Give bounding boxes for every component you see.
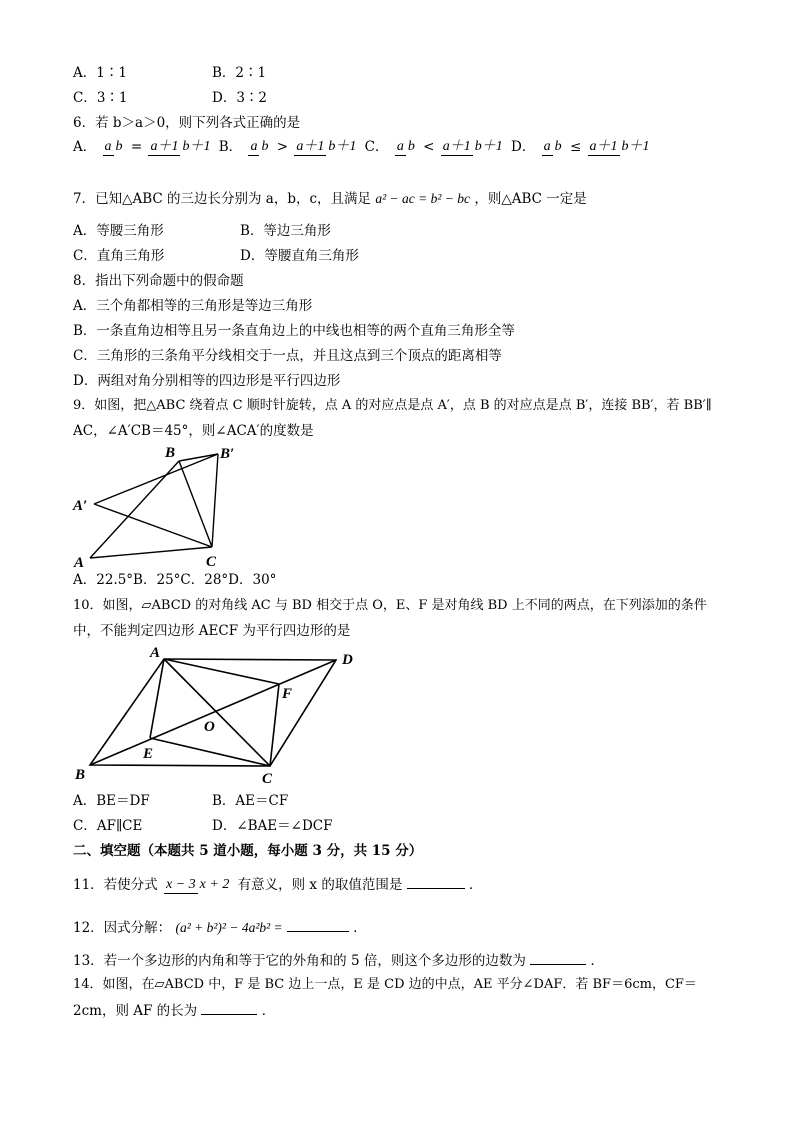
q10-label-A: A	[150, 645, 161, 661]
q9-seg-A1C	[94, 504, 212, 547]
q10-label-C: C	[262, 771, 273, 787]
q7-option-c: C．直角三角形	[73, 248, 165, 264]
q9-label-B: B	[165, 445, 176, 461]
q9-options: A．22.5°B．25°C．28°D．30°	[73, 572, 277, 588]
q11-answer-blank[interactable]	[407, 874, 465, 889]
q6-op-a: =	[130, 139, 143, 155]
q6-frac-a-rhs: a＋1 b＋1	[150, 139, 211, 154]
q6-op-d: ≤	[569, 139, 582, 155]
q10-label-D: D	[342, 652, 353, 668]
q9-label-B1: B′	[220, 446, 235, 462]
q8-stem: 8．指出下列命题中的假命题	[73, 273, 244, 289]
q6-frac-d-rhs: a＋1 b＋1	[589, 139, 650, 154]
q5-option-d: D．3∶2	[212, 90, 268, 106]
q7-option-b: B．等边三角形	[240, 223, 331, 239]
q9-seg-BC	[179, 461, 212, 547]
q6-options	[73, 137, 654, 157]
q12-answer-blank[interactable]	[287, 917, 349, 932]
q9-figure	[60, 440, 260, 570]
q10-label-F: F	[282, 686, 293, 702]
q10-stem-line1: 10．如图，▱ABCD 的对角线 AC 与 BD 相交于点 O，E、F 是对角线 BD 上不同的两点，在下列添加的条件	[73, 598, 707, 613]
q6-frac-b-lhs: a b	[250, 139, 269, 154]
q10-option-d: D．∠BAE＝∠DCF	[212, 818, 333, 834]
q14-stem-line1: 14．如图，在▱ABCD 中，F 是 BC 边上一点，E 是 CD 边的中点，AE 平分∠DAF．若 BF＝6cm，CF＝	[73, 977, 697, 992]
q10-label-B: B	[75, 767, 86, 783]
q10-seg-AE	[150, 659, 164, 738]
q6-stem: 6．若 b＞a＞0，则下列各式正确的是	[73, 115, 301, 131]
q9-label-A1: A′	[73, 498, 88, 514]
q13: 13．若一个多边形的内角和等于它的外角和的 5 倍，则这个多边形的边数为 ．	[73, 950, 604, 971]
q10-option-a: A．BE＝DF	[73, 793, 150, 809]
q10-diag-AC	[164, 659, 270, 766]
q9-stem-line2: AC，∠A′CB＝45°，则∠ACA′的度数是	[73, 423, 314, 439]
q6-frac-a-lhs: a b	[104, 139, 123, 154]
q9-seg-B1C	[212, 454, 218, 547]
q6-label-b: B．	[218, 139, 243, 155]
q5-option-b: B．2∶1	[212, 65, 267, 81]
q10-figure	[65, 640, 375, 790]
q10-label-O: O	[204, 719, 215, 735]
q11-fraction: x − 3 x + 2	[165, 877, 230, 892]
q10-option-b: B．AE＝CF	[212, 793, 289, 809]
q6-op-b: >	[276, 139, 289, 155]
q6-frac-b-rhs: a＋1 b＋1	[296, 139, 357, 154]
q7-equation: a² − ac = b² − bc	[375, 191, 471, 206]
q6-op-c: <	[423, 139, 435, 155]
q10-stem-line2: 中，不能判定四边形 AECF 为平行四边形的是	[73, 623, 351, 639]
q6-frac-c-lhs: a b	[396, 139, 415, 154]
q10-option-c: C．AF∥CE	[73, 818, 143, 834]
q7-option-d: D．等腰直角三角形	[240, 248, 359, 264]
q13-answer-blank[interactable]	[530, 950, 586, 965]
section-heading-fill-in: 二、填空题（本题共 5 道小题，每小题 3 分，共 15 分）	[73, 843, 423, 859]
q9-seg-AC	[90, 547, 212, 558]
q9-label-C: C	[206, 554, 217, 570]
q14-line2: 2cm，则 AF 的长为 ．	[73, 1000, 275, 1021]
q6-frac-c-rhs: a＋1 b＋1	[442, 139, 503, 154]
q10-label-E: E	[143, 746, 154, 762]
q9-label-A: A	[74, 555, 85, 570]
q6-label-d: D．	[511, 139, 536, 155]
q9-stem-line1: 9．如图，把△ABC 绕着点 C 顺时针旋转，点 A 的对应点是点 A′，点 B 的对应点是点 B′，连接 BB′，若 BB′∥	[73, 398, 712, 413]
q10-seg-AF	[164, 659, 279, 684]
q11: 11．若使分式 x − 3 x + 2 有意义，则 x 的取值范围是 ．	[73, 866, 482, 904]
q12-expression: (a² + b²)² − 4a²b² =	[175, 920, 283, 935]
q8-option-d: D．两组对角分别相等的四边形是平行四边形	[73, 373, 341, 389]
q6-frac-d-lhs: a b	[543, 139, 562, 154]
q10-seg-EC	[150, 738, 270, 766]
q9-seg-A1B1	[94, 454, 218, 504]
q12: 12．因式分解： (a² + b²)² − 4a²b² = ．	[73, 917, 367, 938]
q7-stem: 7．已知△ABC 的三边长分别为 a，b，c，且满足 a² − ac = b² − bc ，则△ABC 一定是	[73, 191, 587, 207]
q6-label-a: A．	[73, 139, 97, 155]
q5-option-a: A．1∶1	[73, 65, 127, 81]
q8-option-c: C．三角形的三条角平分线相交于一点，并且这点到三个顶点的距离相等	[73, 348, 502, 364]
q14-answer-blank[interactable]	[201, 1000, 257, 1015]
q8-option-b: B．一条直角边相等且另一条直角边上的中线也相等的两个直角三角形全等	[73, 323, 515, 339]
q6-label-c: C．	[364, 139, 389, 155]
q5-option-c: C．3∶1	[73, 90, 128, 106]
q9-seg-BB1	[179, 454, 218, 461]
q7-option-a: A．等腰三角形	[73, 223, 164, 239]
q8-option-a: A．三个角都相等的三角形是等边三角形	[73, 298, 313, 314]
